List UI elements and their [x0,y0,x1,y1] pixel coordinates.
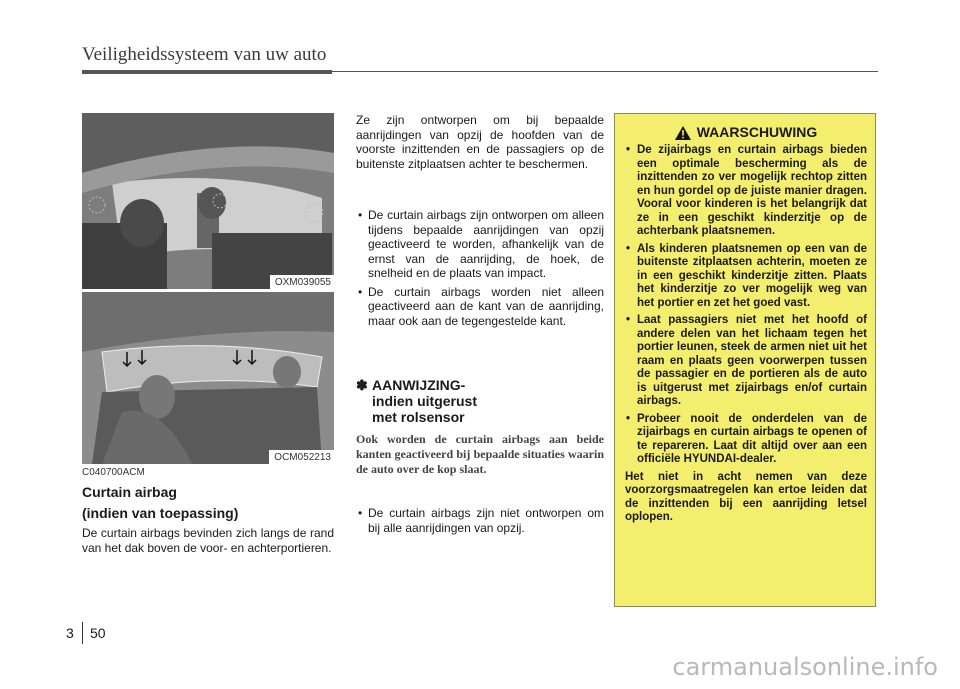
list-item: • De curtain airbags zijn ontworpen om alleen tijdens bepaalde aanrijdingen van opzij geactiveerd te worden, afhankelijk van de ernst van de aanrijding, de hoek, de snelheid en de plaats van impact. [356,208,604,281]
interior-photo-roof [82,113,334,289]
page-number-divider [82,622,83,644]
note-text: Ook worden de curtain airbags aan beide kanten geactiveerd bij bepaalde situaties waarin de auto over de kop slaat. [356,432,604,476]
section-title [82,482,238,524]
list-item: • De zijairbags en curtain airbags bieden een optimale bescherming als de inzittenden zo ver mogelijk rechtop zitten en hun gordel op de juiste manier dragen. Vooral voor kinderen is het belangrijk dat ze in een geschikt kinderzitje op de achterbank plaatsnemen. [625,144,867,239]
section-title-line1: Curtain airbag [82,484,177,500]
warning-triangle-icon [675,126,691,140]
list-item: • De curtain airbags worden niet alleen geactiveerd aan de kant van de aanrijding, maar ook aan de tegengestelde kant. [356,285,604,329]
header-rule [82,70,332,74]
page-header-title: Veiligheidssysteem van uw auto [82,44,327,65]
list-item: • Laat passagiers niet met het hoofd of andere delen van het lichaam tegen het portier leunen, steek de armen niet uit het raam en plaats geen voorwerpen tussen de passagier en de portieren als de auto is uitgerust met zijairbags en/of curtain airbags. [625,314,867,409]
interior-illustration [82,113,334,289]
note-label: AANWIJZING- indien uitgerust met rolsensor [372,377,477,425]
list-item: • Als kinderen plaatsnemen op een van de buitenste zitplaatsen achterin, moeten ze in een geschikt kinderzitje zitten. Plaats het kinderzitje zo ver mogelijk weg van het portier en zet het goed vast. [625,243,867,311]
photo-code: OXM039055 [270,275,334,289]
curtain-airbag-photo [82,292,334,464]
section-body: De curtain airbags bevinden zich langs de rand van het dak boven de voor- en achterportieren. [82,526,334,555]
watermark: carmanualsonline.info [672,653,938,681]
header-rule-thin [332,71,878,72]
warning-header [625,126,867,140]
airbag-bullets [356,208,604,332]
photo-code: OCM052213 [269,450,334,464]
page-number: 50 [90,625,106,641]
warning-title: WAARSCHUWING [696,124,818,141]
intro-paragraph: Ze zijn ontworpen om bij bepaalde aanrijdingen van opzij de hoofden van de voorste inzittenden en de passagiers op de buitenste zitplaatsen achter te beschermen. [356,113,604,171]
warning-footer: Het niet in acht nemen van deze voorzorgsmaatregelen kan ertoe leiden dat de inzittenden bij een aanrijding letsel oplopen. [625,470,867,523]
chapter-number: 3 [66,625,74,641]
warning-bullets [625,144,867,467]
section-title-line2: (indien van toepassing) [82,505,239,521]
note-symbol-icon: ✽ [356,377,368,393]
airbag-illustration [82,292,334,464]
note-heading [356,377,604,425]
warning-box [614,113,876,607]
list-item: • De curtain airbags zijn niet ontworpen om bij alle aanrijdingen van opzij. [356,506,604,535]
list-item: • Probeer nooit de onderdelen van de zijairbags en curtain airbags te openen of te repareren. Laat dit altijd over aan een officiële HYUNDAI-dealer. [625,413,867,467]
note-bullets [356,506,604,539]
section-code: C040700ACM [82,467,145,478]
